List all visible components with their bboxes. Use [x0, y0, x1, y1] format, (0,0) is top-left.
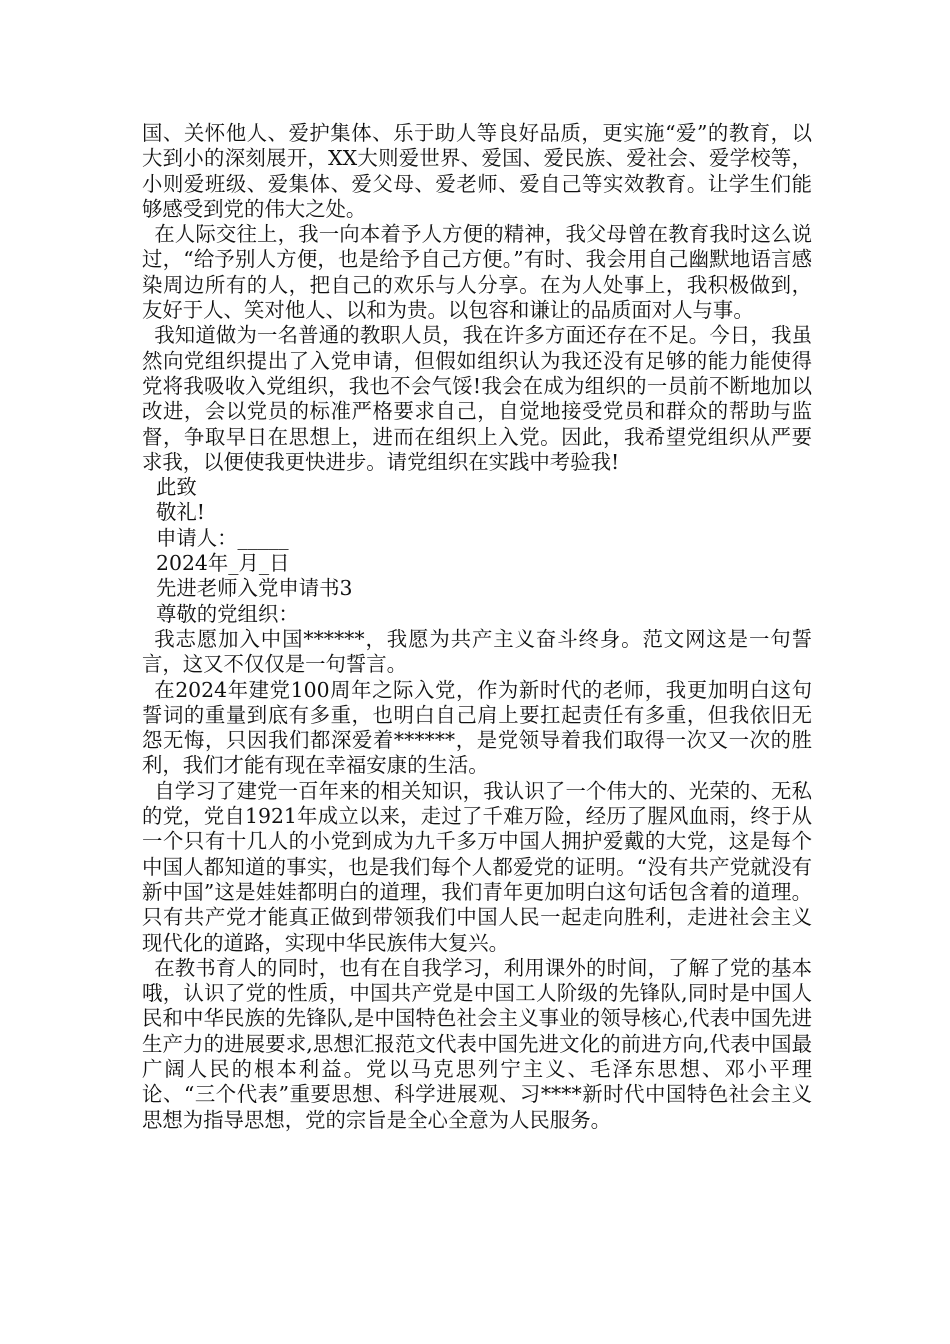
paragraph-history: 自学习了建党一百年来的相关知识，我认识了一个伟大的、光荣的、无私的党，党自1921年成立以来，走过了千难万险，经历了腥风血雨，终于从一个只有十几人的小党到成为九千多万中国人拥护爱戴的大党，这是每个中国人都知道的事实，也是我们每个人都爱党的证明。“没有共产党就没有新中国”这是娃娃都明白的道理，我们青年更加明白这句话包含着的道理。只有共产党才能真正做到带领我们中国人民一起走向胜利，走进社会主义现代化的道路，实现中华民族伟大复兴。: [142, 778, 812, 955]
paragraph-self-study: 在教书育人的同时，也有在自我学习，利用课外的时间，了解了党的基本哦，认识了党的性质，中国共产党是中国工人阶级的先锋队,同时是中国人民和中华民族的先锋队,是中国特色社会主义事业的领导核心,代表中国先进生产力的进展要求,思想汇报范文代表中国先进文化的前进方向,代表中国最广阔人民的根本利益。党以马克思列宁主义、毛泽东思想、邓小平理论、“三个代表”重要思想、科学进展观、习****新时代中国特色社会主义思想为指导思想，党的宗旨是全心全意为人民服务。: [142, 955, 812, 1132]
salutation-cizhi: 此致: [156, 475, 197, 500]
paragraph-shortcomings: 我知道做为一名普通的教职人员，我在许多方面还存在不足。今日，我虽然向党组织提出了入党申请，但假如组织认为我还没有足够的能力能使得党将我吸收入党组织，我也不会气馁!我会在成为组织的一员前不断地加以改进，会以党员的标准严格要求自己，自觉地接受党员和群众的帮助与监督，争取早日在思想上，进而在组织上入党。因此，我希望党组织从严要求我，以便使我更快进步。请党组织在实践中考验我!: [142, 323, 812, 474]
section-title: 先进老师入党申请书3: [156, 576, 353, 601]
paragraph-continued: 国、关怀他人、爱护集体、乐于助人等良好品质，更实施“爱”的教育，以大到小的深刻展开，XX大则爱世界、爱国、爱民族、爱社会、爱学校等，小则爱班级、爱集体、爱父母、爱老师、爱自己等实效教育。让学生们能够感受到党的伟大之处。: [142, 121, 812, 221]
paragraph-oath: 我志愿加入中国******，我愿为共产主义奋斗终身。范文网这是一句誓言，这又不仅仅是一句誓言。: [142, 626, 812, 677]
paragraph-centenary: 在2024年建党100周年之际入党，作为新时代的老师，我更加明白这句誓词的重量到底有多重，也明白自己肩上要扛起责任有多重，但我依旧无怨无悔，只因我们都深爱着******，是党领导着我们取得一次又一次的胜利，我们才能有现在幸福安康的生活。: [142, 677, 812, 778]
date-line: 2024年_月_日: [156, 551, 290, 576]
greeting: 尊敬的党组织：: [156, 601, 299, 626]
salutation-jingli: 敬礼!: [156, 500, 205, 525]
document-body: [142, 121, 812, 1133]
paragraph-interpersonal: 在人际交往上，我一向本着予人方便的精神，我父母曾在教育我时这么说过，“给予别人方便，也是给予自己方便。”有时、我会用自己幽默地语言感染周边所有的人，把自己的欢乐与人分享。在为人处事上，我积极做到，友好于人、笑对他人、以和为贵。以包容和谦让的品质面对人与事。: [142, 222, 812, 323]
applicant-line: 申请人：_____: [156, 525, 289, 550]
